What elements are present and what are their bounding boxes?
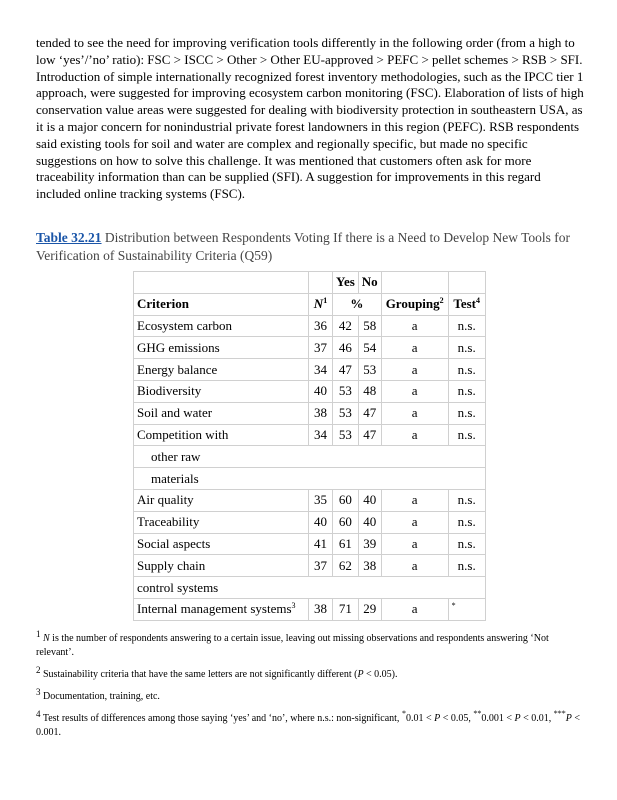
cell-criterion: Social aspects <box>134 533 309 555</box>
cell-test: n.s. <box>448 315 485 337</box>
cell-criterion: Ecosystem carbon <box>134 315 309 337</box>
cell-yes: 61 <box>333 533 359 555</box>
header-blank <box>448 272 485 294</box>
header-row-2 <box>134 293 486 315</box>
cell-criterion-continuation: other raw <box>134 446 309 468</box>
cell-yes: 71 <box>333 598 359 620</box>
cell-test: n.s. <box>448 380 485 402</box>
cell-no: 39 <box>358 533 381 555</box>
cell-test: n.s. <box>448 511 485 533</box>
cell-grouping: a <box>381 555 448 577</box>
cell-test: n.s. <box>448 489 485 511</box>
cell-grouping: a <box>381 315 448 337</box>
header-test: Test$^4$ <box>448 293 485 315</box>
table-row <box>134 555 486 577</box>
cell-grouping: a <box>381 598 448 620</box>
footnote-4: 4 Test results of differences among those saying ‘yes’ and ‘no’, where n.s.: non-significant, *0.01 < P < 0.05, **0.001 < P < 0.01, ***P < 0.001. <box>36 709 580 738</box>
cell-test: n.s. <box>448 555 485 577</box>
cell-n: 40 <box>309 511 333 533</box>
header-row-1 <box>134 272 486 294</box>
cell-criterion: Supply chain <box>134 555 309 577</box>
intro-paragraph: tended to see the need for improving verification tools differently in the following order (from a high to low ‘yes’/’no’ ratio): FSC > ISCC > Other > Other EU-approved > PEFC > pellet schemes > RSB > SFI. Introduction of simple internationally recognized forest inventory methodologies, such as the IPCC tier 1 approach, were suggested for improving ecosystem carbon monitoring (FSC). Elaboration of lists of high conservation value areas were suggested for dealing with biodiversity protection in southeastern USA, as it is a major concern for nonindustrial private forest landowners in this region (PEFC). RSB respondents said existing tools for soil and water are complex and regionally specific, but made no specific suggestions on how to solve this challenge. It was mentioned that customers often ask for more traceability information than can be supplied (SFI). A suggestion for improvements in this regard included online tracking systems (FSC). <box>36 35 584 202</box>
cell-n: 40 <box>309 380 333 402</box>
cell-criterion: Soil and water <box>134 402 309 424</box>
cell-test: n.s. <box>448 402 485 424</box>
header-percent: % <box>333 293 382 315</box>
cell-yes: 60 <box>333 511 359 533</box>
cell-no: 40 <box>358 511 381 533</box>
table-row <box>134 380 486 402</box>
cell-n: 38 <box>309 402 333 424</box>
header-blank <box>381 272 448 294</box>
cell-criterion: Biodiversity <box>134 380 309 402</box>
cell-no: 29 <box>358 598 381 620</box>
table-row <box>134 533 486 555</box>
header-no: No <box>358 272 381 294</box>
cell-grouping: a <box>381 489 448 511</box>
data-table <box>133 271 486 621</box>
cell-n: 37 <box>309 555 333 577</box>
cell-test: n.s. <box>448 359 485 381</box>
table-caption <box>36 229 584 265</box>
cell-criterion: Energy balance <box>134 359 309 381</box>
table-row <box>134 359 486 381</box>
cell-n: 34 <box>309 424 333 446</box>
table-row-continuation <box>134 468 486 490</box>
cell-yes: 62 <box>333 555 359 577</box>
cell-grouping: a <box>381 511 448 533</box>
header-blank <box>134 272 309 294</box>
cell-test: * <box>448 598 485 620</box>
footnote-1: 1 N is the number of respondents answering to a certain issue, leaving out missing observations and respondents answering ‘Not relevant’. <box>36 629 549 658</box>
table-row-continuation <box>134 577 486 599</box>
table-row <box>134 402 486 424</box>
cell-criterion: GHG emissions <box>134 337 309 359</box>
cell-criterion: Traceability <box>134 511 309 533</box>
cell-grouping: a <box>381 337 448 359</box>
cell-yes: 46 <box>333 337 359 359</box>
cell-yes: 53 <box>333 424 359 446</box>
table-row <box>134 315 486 337</box>
cell-yes: 42 <box>333 315 359 337</box>
cell-n: 34 <box>309 359 333 381</box>
table-row <box>134 489 486 511</box>
cell-criterion-continuation: control systems <box>134 577 309 599</box>
cell-criterion: Air quality <box>134 489 309 511</box>
cell-grouping: a <box>381 533 448 555</box>
table-row <box>134 424 486 446</box>
cell-criterion: Competition with <box>134 424 309 446</box>
cell-grouping: a <box>381 402 448 424</box>
header-criterion: Criterion <box>134 293 309 315</box>
cell-n: 41 <box>309 533 333 555</box>
cell-no: 53 <box>358 359 381 381</box>
header-n: $N^1$ <box>309 293 333 315</box>
cell-test: n.s. <box>448 424 485 446</box>
cell-criterion-continuation: materials <box>134 468 309 490</box>
cell-no: 40 <box>358 489 381 511</box>
cell-no: 47 <box>358 402 381 424</box>
cell-criterion: Internal management systems$^3$ <box>134 598 309 620</box>
header-grouping: Grouping$^2$ <box>381 293 448 315</box>
cell-grouping: a <box>381 380 448 402</box>
cell-no: 48 <box>358 380 381 402</box>
cell-yes: 53 <box>333 380 359 402</box>
table-link[interactable]: Table 32.21 <box>36 230 102 245</box>
cell-no: 54 <box>358 337 381 359</box>
cell-no: 38 <box>358 555 381 577</box>
caption-text: Distribution between Respondents Voting If there is a Need to Develop New Tools for Verification of Sustainability Criteria (Q59) <box>36 230 571 263</box>
table-row <box>134 337 486 359</box>
cell-n: 37 <box>309 337 333 359</box>
footnote-2: 2 Sustainability criteria that have the same letters are not significantly different (P < 0.05). <box>36 665 398 680</box>
cell-grouping: a <box>381 359 448 381</box>
table-row <box>134 511 486 533</box>
cell-yes: 47 <box>333 359 359 381</box>
footnote-3: 3 Documentation, training, etc. <box>36 687 160 702</box>
cell-yes: 60 <box>333 489 359 511</box>
cell-grouping: a <box>381 424 448 446</box>
table-row <box>134 598 486 620</box>
cell-test: n.s. <box>448 533 485 555</box>
header-blank <box>309 272 333 294</box>
cell-no: 58 <box>358 315 381 337</box>
table-row-continuation <box>134 446 486 468</box>
cell-n: 35 <box>309 489 333 511</box>
header-yes: Yes <box>333 272 359 294</box>
cell-test: n.s. <box>448 337 485 359</box>
cell-no: 47 <box>358 424 381 446</box>
cell-n: 36 <box>309 315 333 337</box>
cell-n: 38 <box>309 598 333 620</box>
cell-yes: 53 <box>333 402 359 424</box>
